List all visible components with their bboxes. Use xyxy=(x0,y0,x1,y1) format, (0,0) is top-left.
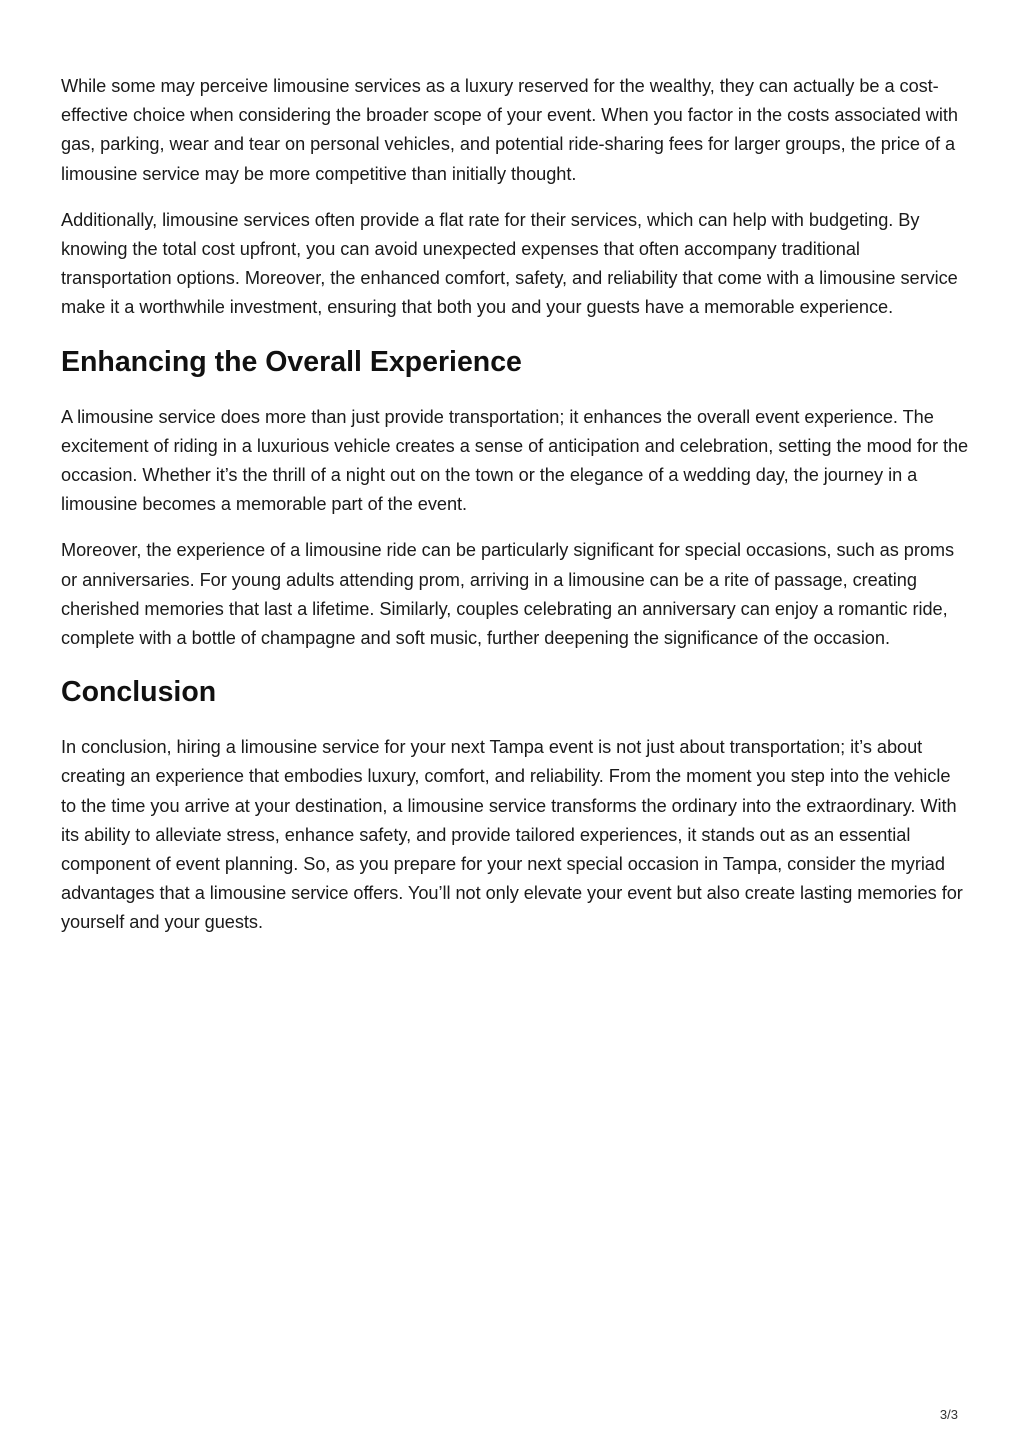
paragraph-cost-effective: While some may perceive limousine services as a luxury reserved for the wealthy, they can actually be a cost-effective choice when considering the broader scope of your event. When you factor in the costs associated with gas, parking, wear and tear on personal vehicles, and potential ride-sharing fees for larger groups, the price of a limousine service may be more competitive than initially thought. xyxy=(61,76,958,184)
heading-conclusion: Conclusion xyxy=(61,676,217,709)
document-page xyxy=(61,72,969,955)
paragraph-conclusion: In conclusion, hiring a limousine service for your next Tampa event is not just about transportation; it’s about creating an experience that embodies luxury, comfort, and reliability. From the moment you step into the vehicle to the time you arrive at your destination, a limousine service transforms the ordinary into the extraordinary. With its ability to alleviate stress, enhance safety, and provide tailored experiences, it stands out as an essential component of event planning. So, as you prepare for your next special occasion in Tampa, consider the myriad advantages that a limousine service offers. You’ll not only elevate your event but also create lasting memories for yourself and your guests. xyxy=(61,737,963,933)
paragraph-special-occasions: Moreover, the experience of a limousine ride can be particularly significant for special occasions, such as proms or anniversaries. For young adults attending prom, arriving in a limousine can be a rite of passage, creating cherished memories that last a lifetime. Similarly, couples celebrating an anniversary can enjoy a romantic ride, complete with a bottle of champagne and soft music, further deepening the significance of the occasion. xyxy=(61,540,955,649)
heading-enhancing-experience: Enhancing the Overall Experience xyxy=(61,345,522,378)
page-number: 3/3 xyxy=(939,1407,958,1422)
paragraph-enhances-experience: A limousine service does more than just provide transportation; it enhances the overall event experience. The excitement of riding in a luxurious vehicle creates a sense of anticipation and celebration, setting the mood for the occasion. Whether it’s the thrill of a night out on the town or the elegance of a wedding day, the journey in a limousine becomes a memorable part of the event. xyxy=(61,406,969,515)
paragraph-flat-rate: Additionally, limousine services often provide a flat rate for their services, which can help with budgeting. By knowing the total cost upfront, you can avoid unexpected expenses that often accompany traditional transportation options. Moreover, the enhanced comfort, safety, and reliability that come with a limousine service make it a worthwhile investment, ensuring that both you and your guests have a memorable experience. xyxy=(61,209,958,318)
